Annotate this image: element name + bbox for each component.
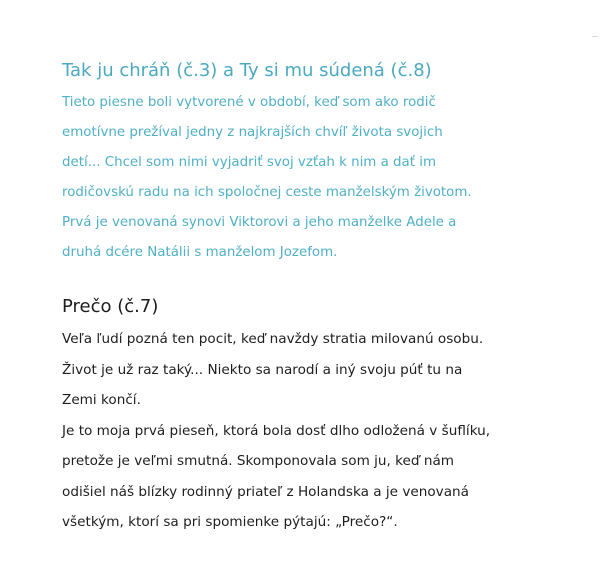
- text-line: Je to moja prvá pieseň, ktorá bola dosť dlho odložená v šuflíku,: [62, 422, 491, 439]
- text-line: detí... Chcel som nimi vyjadriť svoj vzťah k nim a dať im: [62, 155, 437, 170]
- section-2-heading: Prečo (č.7): [62, 296, 159, 317]
- section-tak-ju-chran: [62, 58, 582, 268]
- scan-edge-mark: [592, 36, 598, 37]
- text-line: rodičovskú radu na ich spoločnej ceste manželským životom.: [62, 185, 472, 200]
- section-2-paragraph: [62, 324, 582, 538]
- section-preco: [62, 294, 582, 538]
- text-line: Veľa ľudí pozná ten pocit, keď navždy stratia milovanú osobu.: [62, 331, 484, 347]
- section-1-heading: Tak ju chráň (č.3) a Ty si mu súdená (č.8): [62, 60, 432, 81]
- text-line: Prvá je venovaná synovi Viktorovi a jeho manželke Adele a: [62, 215, 457, 230]
- text-line: všetkým, ktorí sa pri spomienke pýtajú: „Prečo?“.: [62, 514, 398, 530]
- text-line: pretože je veľmi smutná. Skomponovala som ju, keď nám: [62, 453, 455, 469]
- text-line: druhá dcére Natálii s manželom Jozefom.: [62, 245, 338, 260]
- text-line: Zemi končí.: [62, 392, 141, 408]
- text-line: Tieto piesne boli vytvorené v období, keď som ako rodič: [62, 95, 436, 110]
- text-line: odišiel náš blízky rodinný priateľ z Holandska a je venovaná: [62, 483, 469, 500]
- section-1-paragraph: [62, 88, 582, 268]
- text-line: emotívne prežíval jedny z najkrajších chvíľ života svojich: [62, 125, 443, 140]
- text-line: Život je už raz taký... Niekto sa narodí a iný svoju púť tu na: [62, 361, 463, 378]
